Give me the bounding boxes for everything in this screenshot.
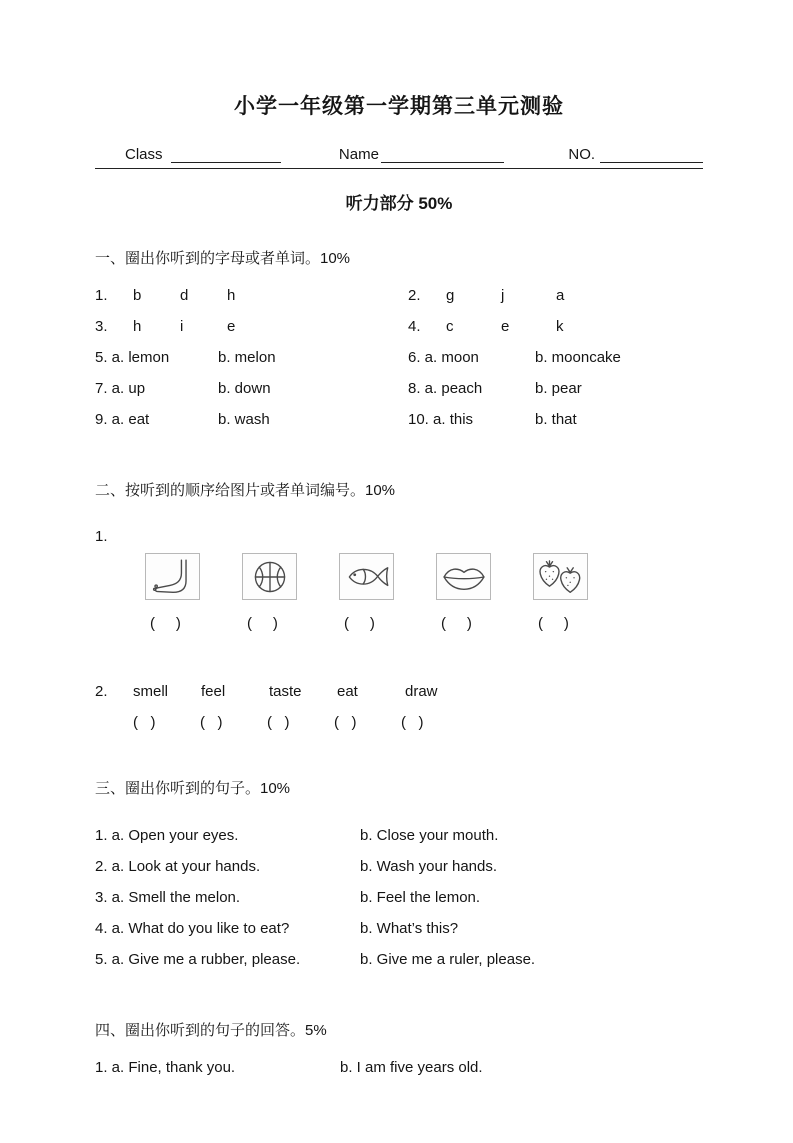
letter-option: h <box>133 318 142 335</box>
name-blank <box>381 148 504 163</box>
class-label: Class <box>125 146 163 163</box>
letter-option: i <box>180 318 184 335</box>
word-option: smell <box>133 683 169 700</box>
letter-option: k <box>556 318 564 335</box>
answer-parens <box>145 615 242 632</box>
picture-cell <box>533 553 630 600</box>
picture-cell <box>145 553 242 600</box>
paren-blank: ( ) <box>150 615 181 632</box>
question-number: 4. <box>408 318 421 335</box>
question-left <box>95 280 408 311</box>
letter-option: b <box>133 287 142 304</box>
picture-cell <box>436 553 533 600</box>
strawberry-image <box>533 553 588 600</box>
letter-option: e <box>227 318 236 335</box>
option-b: b. down <box>218 380 271 397</box>
question-row <box>95 373 703 404</box>
letter-option: a <box>556 287 565 304</box>
question-number: 3. <box>95 318 108 335</box>
picture-cell <box>339 553 436 600</box>
question-right <box>408 342 621 373</box>
answer-parens <box>533 615 630 632</box>
header-divider <box>95 168 703 169</box>
letter-option: c <box>446 318 454 335</box>
option-b: b. What’s this? <box>360 920 459 937</box>
word-option: draw <box>405 683 438 700</box>
option-b: b. mooncake <box>535 349 621 366</box>
option-a: 7. a. up <box>95 380 146 397</box>
question-right <box>408 373 582 404</box>
option-b: b. Wash your hands. <box>360 858 498 875</box>
paren-blank: ( ) <box>200 714 223 731</box>
paren-blank: ( ) <box>441 615 472 632</box>
question-row <box>95 342 703 373</box>
option-b: b. melon <box>218 349 276 366</box>
no-label: NO. <box>568 146 596 163</box>
paren-blank: ( ) <box>344 615 375 632</box>
foot-icon <box>150 557 196 597</box>
student-info-row <box>125 146 703 163</box>
part3-heading: 三、圈出你听到的句子。10% <box>95 780 291 797</box>
question-number: 2. <box>408 287 421 304</box>
option-a: 10. a. this <box>408 411 474 428</box>
option-b: b. pear <box>535 380 582 397</box>
sentence-row <box>95 913 703 944</box>
basketball-icon <box>247 557 293 597</box>
word-row <box>95 676 703 707</box>
option-a: 3. a. Smell the melon. <box>95 889 241 906</box>
option-b: b. I am five years old. <box>340 1059 483 1076</box>
question-row <box>95 404 703 435</box>
word-answer-row <box>133 714 703 731</box>
question-right <box>408 280 611 311</box>
letter-option: d <box>180 287 189 304</box>
option-b: b. Close your mouth. <box>360 827 499 844</box>
sentence-row <box>95 1052 703 1083</box>
sentence-row <box>95 820 703 851</box>
option-a: 9. a. eat <box>95 411 150 428</box>
option-b: b. that <box>535 411 577 428</box>
option-a: 8. a. peach <box>408 380 483 397</box>
part1-heading: 一、圈出你听到的字母或者单词。10% <box>95 250 351 267</box>
sentence-row <box>95 882 703 913</box>
option-b: b. Feel the lemon. <box>360 889 481 906</box>
part1-rows <box>95 280 703 435</box>
part3-rows <box>95 820 703 975</box>
option-a: 1. a. Fine, thank you. <box>95 1059 236 1076</box>
option-a: 6. a. moon <box>408 349 479 366</box>
part4-heading: 四、圈出你听到的句子的回答。5% <box>95 1022 327 1039</box>
word-option: eat <box>337 683 358 700</box>
picture-cell <box>242 553 339 600</box>
lips-image <box>436 553 491 600</box>
option-b: b. wash <box>218 411 270 428</box>
item1-number: 1. <box>95 528 108 545</box>
option-b: b. Give me a ruler, please. <box>360 951 536 968</box>
question-left <box>95 373 408 404</box>
option-a: 5. a. Give me a rubber, please. <box>95 951 301 968</box>
page-title: 小学一年级第一学期第三单元测验 <box>234 95 564 118</box>
sentence-row <box>95 851 703 882</box>
question-number: 1. <box>95 287 108 304</box>
answer-parens <box>436 615 533 632</box>
sentence-row <box>95 944 703 975</box>
answer-parens <box>242 615 339 632</box>
letter-option: j <box>501 287 505 304</box>
item2-number: 2. <box>95 683 108 700</box>
paren-blank: ( ) <box>334 714 357 731</box>
option-a: 4. a. What do you like to eat? <box>95 920 290 937</box>
paren-blank: ( ) <box>267 714 290 731</box>
fish-image <box>339 553 394 600</box>
question-right <box>408 311 611 342</box>
option-a: 1. a. Open your eyes. <box>95 827 239 844</box>
lips-icon <box>441 557 487 597</box>
no-blank <box>600 148 703 163</box>
basketball-image <box>242 553 297 600</box>
question-row <box>95 311 703 342</box>
word-option: feel <box>201 683 226 700</box>
paren-blank: ( ) <box>247 615 278 632</box>
option-a: 2. a. Look at your hands. <box>95 858 261 875</box>
question-left <box>95 342 408 373</box>
paren-blank: ( ) <box>133 714 156 731</box>
letter-option: g <box>446 287 455 304</box>
picture-answer-row <box>145 615 703 632</box>
letter-option: e <box>501 318 510 335</box>
paren-blank: ( ) <box>538 615 569 632</box>
option-a: 5. a. lemon <box>95 349 170 366</box>
paren-blank: ( ) <box>401 714 424 731</box>
name-label: Name <box>338 146 379 163</box>
question-right <box>408 404 577 435</box>
question-left <box>95 404 408 435</box>
word-option: taste <box>269 683 302 700</box>
answer-parens <box>339 615 436 632</box>
foot-image <box>145 553 200 600</box>
picture-row <box>145 553 703 600</box>
question-row <box>95 280 703 311</box>
question-left <box>95 311 408 342</box>
letter-option: h <box>227 287 236 304</box>
part2-heading: 二、按听到的顺序给图片或者单词编号。10% <box>95 482 396 499</box>
fish-icon <box>344 557 390 597</box>
class-blank <box>171 148 281 163</box>
listening-section-title: 听力部分 50% <box>345 194 453 213</box>
strawberries-icon <box>538 557 584 597</box>
